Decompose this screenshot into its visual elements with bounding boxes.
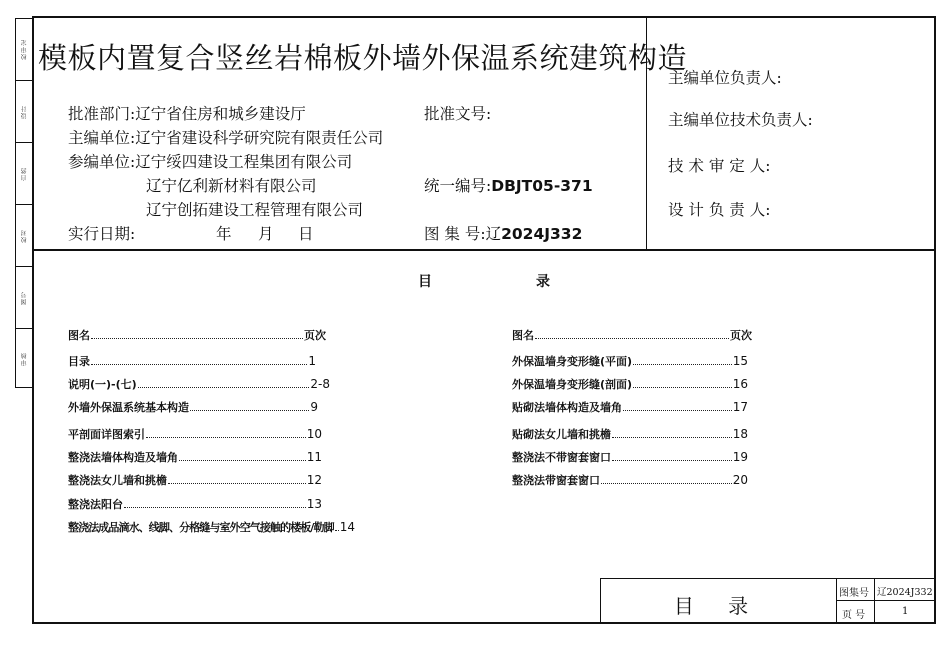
- toc-row[interactable]: 整浇法成品滴水、线脚、分格缝与室外空气接触的楼板/勒脚 14: [68, 520, 355, 534]
- toc-row[interactable]: 整浇法阳台 13: [68, 497, 322, 511]
- date-label: 实行日期:: [68, 225, 136, 243]
- toc-header-row: 图名 页次: [512, 329, 752, 342]
- toc-row[interactable]: 外保温墙身变形缝(剖面) 16: [512, 377, 748, 391]
- atlas-number-value: 辽2024J332: [877, 587, 933, 598]
- chief-responsible-label: 主编单位负责人:: [668, 69, 782, 87]
- page-number-label: 页 号: [842, 610, 866, 621]
- unified-no: DBJT05-371: [491, 177, 593, 195]
- editor-label: 主编单位:: [68, 129, 136, 147]
- coeditor-row: [68, 150, 352, 172]
- editor: 辽宁省建设科学研究院有限责任公司: [135, 129, 384, 147]
- tech-responsible-label: 主编单位技术负责人:: [668, 111, 813, 129]
- title-block-divider: [874, 578, 875, 624]
- strip-cell: 校审定: [16, 19, 32, 81]
- atlas-no-prefix: 辽: [485, 225, 502, 243]
- title-block-divider: [836, 600, 936, 601]
- atlas-no-row: [424, 222, 582, 244]
- date-year: 年: [216, 225, 232, 243]
- title-block-divider: [836, 578, 837, 624]
- strip-cell: 图号: [16, 267, 32, 329]
- unified-no-label: 统一编号:: [424, 177, 492, 195]
- title-block-name: 目 录: [673, 594, 763, 618]
- header-divider: [32, 249, 936, 251]
- unified-no-row: [424, 174, 593, 196]
- toc-row[interactable]: 整浇法墙体构造及墙角 11: [68, 450, 322, 464]
- toc-row[interactable]: 整浇法不带窗套窗口 19: [512, 450, 748, 464]
- approve-dept-label: 批准部门:: [68, 105, 136, 123]
- coeditor-3: 辽宁创拓建设工程管理有限公司: [146, 201, 364, 219]
- coeditor-label: 参编单位:: [68, 153, 136, 171]
- toc-row[interactable]: 平剖面详图索引 10: [68, 427, 322, 441]
- toc-row[interactable]: 贴砌法墙体构造及墙角 17: [512, 400, 748, 414]
- date-month: 月: [258, 225, 274, 243]
- coeditor-2: 辽宁亿利新材料有限公司: [146, 177, 317, 195]
- page-title: 模板内置复合竖丝岩棉板外墙外保温系统建筑构造: [38, 41, 688, 75]
- atlas-no-label: 图 集 号:: [424, 225, 486, 243]
- approve-dept: 辽宁省住房和城乡建设厅: [135, 105, 306, 123]
- page-number-value: 1: [902, 606, 909, 617]
- designer-label: 设 计 负 责 人:: [668, 201, 771, 219]
- toc-row[interactable]: 贴砌法女儿墙和挑檐 18: [512, 427, 748, 441]
- strip-cell: 设计: [16, 81, 32, 143]
- approve-no-label: 批准文号:: [424, 105, 492, 123]
- toc-row[interactable]: 说明(一)-(七) 2-8: [68, 377, 330, 391]
- coeditor-1: 辽宁绥四建设工程集团有限公司: [135, 153, 353, 171]
- binding-strip: [15, 18, 32, 388]
- toc-row[interactable]: 外墙外保温系统基本构造 9: [68, 400, 318, 414]
- toc-row[interactable]: 整浇法女儿墙和挑檐 12: [68, 473, 322, 487]
- toc-row[interactable]: 目录 1: [68, 354, 316, 368]
- toc-heading-left: 目: [418, 274, 432, 290]
- toc-row[interactable]: 整浇法带窗套窗口 20: [512, 473, 748, 487]
- toc-row[interactable]: 外保温墙身变形缝(平面) 15: [512, 354, 748, 368]
- reviewer-label: 技 术 审 定 人:: [668, 157, 771, 175]
- date-day: 日: [298, 225, 314, 243]
- toc-header-row: 图名 页次: [68, 329, 326, 342]
- atlas-no: 2024J332: [501, 225, 583, 243]
- strip-cell: 校对: [16, 205, 32, 267]
- toc-heading-right: 录: [536, 274, 550, 290]
- atlas-number-label: 图集号: [839, 588, 869, 599]
- editor-row: [68, 126, 383, 148]
- approve-dept-row: [68, 102, 306, 124]
- strip-cell: 自然: [16, 143, 32, 205]
- strip-cell: 审核: [20, 351, 28, 366]
